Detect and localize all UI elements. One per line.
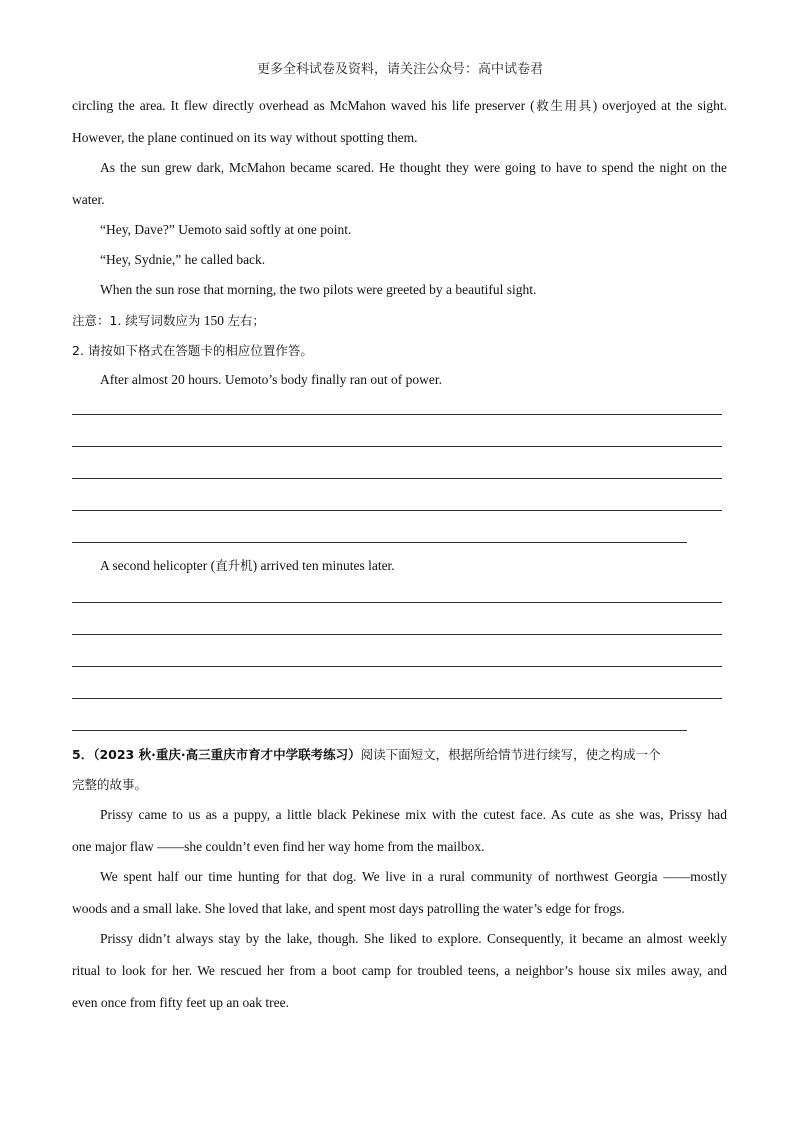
passage-line: We spent half our time hunting for that dog. We live in a rural community of northwest Georgia ——mostly xyxy=(100,869,727,884)
question-source: （2023 秋·重庆·高三重庆市育才中学联考练习） xyxy=(93,747,361,762)
passage-line: Prissy didn’t always stay by the lake, though. She liked to explore. Consequently, it became an almost weekly xyxy=(100,931,727,946)
passage-line: ritual to look for her. We rescued her from a boot camp for troubled teens, a neighbor’s house six miles away, and xyxy=(72,963,727,978)
continuation-prompt: After almost 20 hours. Uemoto’s body finally ran out of power. xyxy=(100,372,442,387)
answer-line[interactable] xyxy=(72,730,687,731)
question-number: 5． xyxy=(72,747,94,762)
page-header: 更多全科试卷及资料，请关注公众号：高中试卷君 xyxy=(256,62,543,77)
note-line: 注意：1. 续写词数应为 150 左右； xyxy=(72,313,265,328)
answer-line[interactable] xyxy=(72,634,722,635)
passage-line: Prissy came to us as a puppy, a little black Pekinese mix with the cutest face. As cute as she was, Prissy had xyxy=(100,807,727,822)
answer-line[interactable] xyxy=(72,666,722,667)
passage-line: When the sun rose that morning, the two pilots were greeted by a beautiful sight. xyxy=(100,282,537,297)
gloss-chinese: 救生用具 xyxy=(534,98,593,113)
gloss-chinese: 直升机 xyxy=(215,558,253,573)
answer-line[interactable] xyxy=(72,478,722,479)
answer-line[interactable] xyxy=(72,698,722,699)
answer-line[interactable] xyxy=(72,602,722,603)
answer-line[interactable] xyxy=(72,414,722,415)
passage-line: one major flaw ——she couldn’t even find her way home from the mailbox. xyxy=(72,839,485,854)
answer-line[interactable] xyxy=(72,446,722,447)
passage-line: circling the area. It flew directly overhead as McMahon waved his life preserver (救生用具) overjoyed at the sight. xyxy=(72,98,727,113)
passage-line: However, the plane continued on its way without spotting them. xyxy=(72,130,418,145)
answer-line[interactable] xyxy=(72,542,687,543)
passage-line: woods and a small lake. She loved that lake, and spent most days patrolling the water’s edge for frogs. xyxy=(72,901,625,916)
question-instruction: 完整的故事。 xyxy=(72,777,148,792)
question-instruction: 阅读下面短文，根据所给情节进行续写，使之构成一个 xyxy=(360,747,661,762)
answer-line[interactable] xyxy=(72,510,722,511)
passage-line: even once from fifty feet up an oak tree. xyxy=(72,995,290,1010)
passage-line: “Hey, Dave?” Uemoto said softly at one point. xyxy=(100,222,352,237)
passage-line: “Hey, Sydnie,” he called back. xyxy=(100,252,266,267)
continuation-prompt: A second helicopter (直升机) arrived ten minutes later. xyxy=(100,558,395,573)
note-line: 2. 请按如下格式在答题卡的相应位置作答。 xyxy=(72,343,313,358)
question-header xyxy=(72,746,661,764)
passage-line: As the sun grew dark, McMahon became scared. He thought they were going to have to spend the night on the xyxy=(100,160,727,175)
passage-line: water. xyxy=(72,192,105,207)
